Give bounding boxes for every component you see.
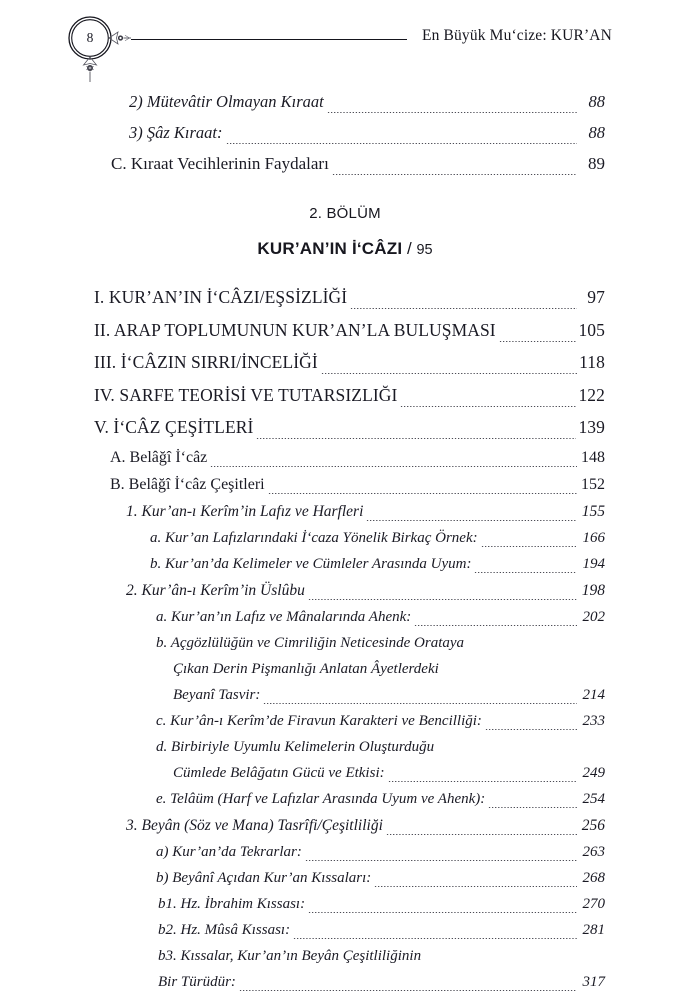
toc-entry-label: b2. Hz. Mûsâ Kıssası: [158, 921, 291, 938]
toc-entry[interactable] [0, 812, 690, 839]
chapter-page-number: 95 [416, 242, 433, 258]
toc-entry-page: 263 [582, 843, 605, 860]
dot-leader [424, 954, 577, 969]
toc-entry[interactable] [0, 117, 690, 148]
toc-entry-label: IV. SARFE TEORİSİ VE TUTARSIZLIĞI [94, 384, 398, 405]
toc-entry-label: 1. Kur’an-ı Kerîm’in Lafız ve Harfleri [126, 502, 364, 520]
toc-entry-label: B. Belâğî İ‘câz Çeşitleri [110, 475, 265, 493]
toc-entry-label: III. İ‘CÂZIN SIRRI/İNCELİĞİ [94, 352, 318, 372]
toc-entry-label: b3. Kıssalar, Kur’an’ın Beyân Çeşitliliğinin [158, 947, 422, 964]
toc-entry[interactable] [0, 498, 690, 525]
toc-entry[interactable] [0, 411, 690, 444]
toc-entry-label: 2. Kur’ân-ı Kerîm’in Üslûbu [126, 581, 305, 599]
toc-entry-page: 249 [582, 764, 605, 781]
toc-entry-page: 198 [581, 581, 605, 599]
header-rule [131, 39, 407, 40]
dot-leader [226, 132, 577, 149]
dot-leader [239, 980, 577, 995]
toc-entry-label: 3. Beyân (Söz ve Mana) Tasrîfi/Çeşitliliği [126, 816, 383, 834]
toc-entry-label: V. İ‘CÂZ ÇEŞİTLERİ [94, 417, 254, 437]
toc-entry-page: 256 [581, 816, 605, 834]
dot-leader [263, 693, 577, 708]
toc-entry-page: 268 [582, 869, 605, 886]
dot-leader [305, 850, 577, 865]
toc-entry-label: Cümlede Belâğatın Gücü ve Etkisi: [173, 764, 385, 781]
chapter-kicker: 2. BÖLÜM [309, 205, 381, 222]
toc-group-continued [0, 86, 690, 179]
dot-leader [388, 771, 577, 786]
toc-entry-label: b. Kur’an’da Kelimeler ve Cümleler Arasında Uyum: [150, 555, 472, 572]
dot-leader [488, 797, 577, 812]
toc-entry-page: 194 [582, 555, 605, 572]
toc-entry-page: 139 [578, 417, 605, 437]
toc-entry[interactable] [0, 708, 690, 734]
toc-entry[interactable] [0, 577, 690, 604]
toc-entry-label: Bir Türüdür: [158, 973, 236, 990]
toc-entry-continuation [0, 656, 690, 682]
dot-leader [308, 588, 577, 604]
toc-entry-page: 155 [581, 502, 605, 520]
dot-leader [327, 101, 577, 118]
toc-entry[interactable] [0, 346, 690, 379]
toc-entry[interactable] [0, 551, 690, 577]
toc-entry-label: Beyanî Tasvir: [173, 686, 261, 703]
toc-entry-page: 233 [582, 712, 605, 729]
dot-leader [256, 426, 576, 444]
dot-leader [437, 745, 577, 760]
dot-leader [386, 823, 577, 839]
dot-leader [374, 876, 577, 891]
chapter-separator: / [402, 239, 417, 258]
toc-entry-page: 97 [587, 287, 605, 307]
toc-entry-label: b1. Hz. İbrahim Kıssası: [158, 895, 306, 912]
toc-entry-label: Çıkan Derin Pişmanlığı Anlatan Âyetlerdeki [173, 660, 439, 677]
toc-entry[interactable] [0, 525, 690, 551]
toc-entry[interactable] [0, 786, 690, 812]
toc-entry-page: 317 [582, 973, 605, 990]
chapter-heading [0, 179, 690, 281]
toc-entry-label: 3) Şâz Kıraat: [129, 123, 223, 142]
dot-leader [210, 455, 577, 471]
toc-entry-page: 148 [581, 448, 605, 466]
toc-entry-label: a) Kur’an’da Tekrarlar: [156, 843, 302, 860]
toc-entry-label: d. Birbiriyle Uyumlu Kelimelerin Oluşturduğu [156, 738, 435, 755]
running-head: En Büyük Mu‘cize: KUR’AN [421, 27, 612, 44]
dot-leader [481, 536, 577, 551]
toc-entry[interactable] [0, 891, 690, 917]
toc-entry-label: e. Telâüm (Harf ve Lafızlar Arasında Uyum ve Ahenk): [156, 790, 486, 807]
toc-entry-page: 166 [582, 529, 605, 546]
toc-entry-label: b) Beyânî Açıdan Kur’an Kıssaları: [156, 869, 372, 886]
toc-entry-label: II. ARAP TOPLUMUNUN KUR’AN’LA BULUŞMASI [94, 319, 496, 340]
dot-leader [400, 394, 576, 412]
dot-leader [474, 562, 577, 577]
toc-entry-label: A. Belâğî İ‘câz [110, 448, 208, 466]
toc-entry-label: a. Kur’an’ın Lafız ve Mânalarında Ahenk: [156, 608, 412, 625]
chapter-title: KUR’AN’IN İ‘CÂZI [257, 239, 403, 258]
toc-entry-page: 270 [582, 895, 605, 912]
dot-leader [467, 641, 577, 656]
toc-entry[interactable] [0, 444, 690, 471]
toc-entry-label: b. Açgözlülüğün ve Cimriliğin Neticesinde Orataya [156, 634, 465, 651]
dot-leader [350, 296, 577, 314]
toc-entry-page: 152 [581, 475, 605, 493]
chapter-title-line [0, 222, 690, 281]
toc-entry-page: 202 [582, 608, 605, 625]
toc-entry-label: c. Kur’ân-ı Kerîm’de Firavun Karakteri ve Bencilliği: [156, 712, 482, 729]
toc-entry-page: 88 [588, 123, 605, 142]
toc-entry-continuation[interactable] [0, 682, 690, 708]
toc-group-main [0, 281, 690, 995]
toc-entry-label: I. KUR’AN’IN İ‘CÂZI/EŞSİZLİĞİ [94, 287, 348, 307]
toc-entry[interactable] [0, 734, 690, 760]
toc-entry-page: 105 [578, 319, 605, 340]
toc-entry[interactable] [0, 604, 690, 630]
dot-leader [268, 482, 577, 498]
dot-leader [332, 162, 577, 179]
dot-leader [499, 329, 577, 347]
dot-leader [321, 361, 577, 379]
toc-entry-page: 89 [588, 154, 605, 173]
toc-entry-continuation[interactable] [0, 760, 690, 786]
toc-entry-label: 2) Mütevâtir Olmayan Kıraat [129, 92, 324, 111]
toc-entry-label: C. Kıraat Vecihlerinin Faydaları [111, 154, 329, 173]
toc-entry[interactable] [0, 281, 690, 314]
dot-leader [308, 902, 577, 917]
toc-entry-page: 122 [578, 384, 605, 405]
dot-leader [293, 928, 577, 943]
toc-entry-page: 214 [582, 686, 605, 703]
toc-entry[interactable] [0, 471, 690, 498]
table-of-contents [0, 86, 690, 995]
toc-entry-page: 88 [588, 92, 605, 111]
dot-leader [442, 667, 577, 682]
dot-leader [485, 719, 577, 734]
toc-entry[interactable] [0, 630, 690, 656]
toc-entry[interactable] [0, 917, 690, 943]
toc-entry[interactable] [0, 86, 690, 117]
toc-entry[interactable] [0, 379, 690, 412]
dot-leader [366, 509, 577, 525]
toc-entry-page: 281 [582, 921, 605, 938]
toc-entry[interactable] [0, 943, 690, 969]
toc-entry[interactable] [0, 148, 690, 179]
toc-entry[interactable] [0, 314, 690, 347]
toc-entry[interactable] [0, 865, 690, 891]
toc-entry-label: a. Kur’an Lafızlarındaki İ‘caza Yönelik Birkaç Örnek: [150, 529, 478, 546]
dot-leader [414, 615, 577, 630]
toc-entry-page: 118 [579, 352, 605, 372]
toc-entry-continuation[interactable] [0, 969, 690, 995]
toc-entry[interactable] [0, 839, 690, 865]
page-number: 8 [86, 30, 94, 45]
toc-entry-page: 254 [582, 790, 605, 807]
page-header [0, 0, 690, 86]
